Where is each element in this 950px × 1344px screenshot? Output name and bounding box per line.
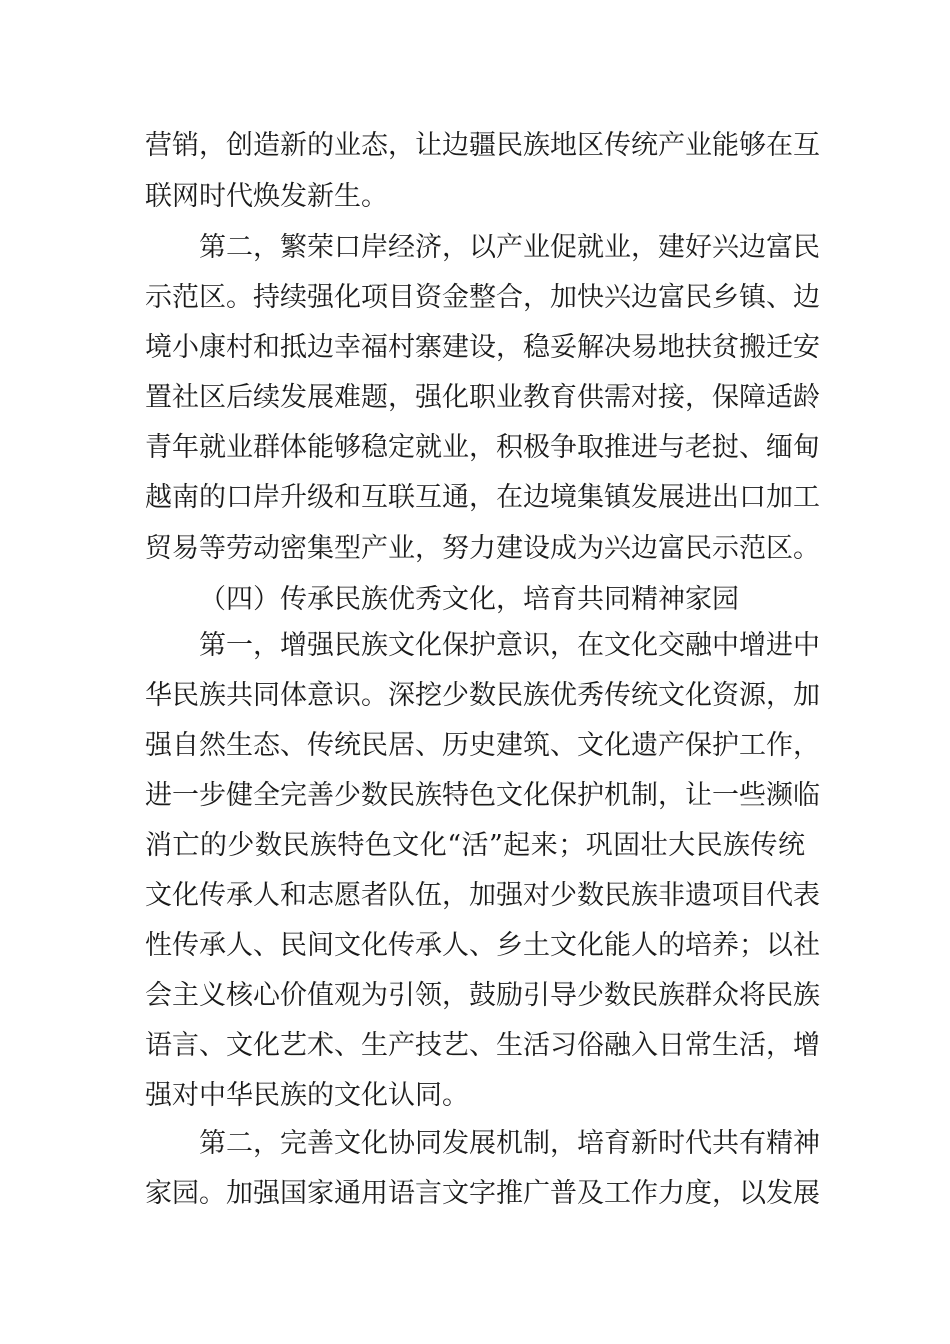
text-line: 会主义核心价值观为引领，鼓励引导少数民族群众将民族	[145, 980, 820, 1011]
text-line: 消亡的少数民族特色文化“活”起来；巩固壮大民族传统	[145, 830, 805, 861]
text-line: 境小康村和抵边幸福村寨建设，稳妥解决易地扶贫搬迁安	[145, 332, 820, 363]
text-line: 进一步健全完善少数民族特色文化保护机制，让一些濒临	[145, 780, 820, 811]
text-line: 强自然生态、传统民居、历史建筑、文化遗产保护工作，	[145, 730, 820, 761]
text-line: 强对中华民族的文化认同。	[145, 1080, 469, 1111]
text-line: 第二，繁荣口岸经济，以产业促就业，建好兴边富民	[199, 232, 820, 263]
text-line: 语言、文化艺术、生产技艺、生活习俗融入日常生活，增	[145, 1030, 820, 1061]
text-line: 第二，完善文化协同发展机制，培育新时代共有精神	[199, 1128, 820, 1159]
text-line: 联网时代焕发新生。	[145, 181, 388, 212]
text-line: 文化传承人和志愿者队伍，加强对少数民族非遗项目代表	[145, 880, 820, 911]
section-heading: （四）传承民族优秀文化，培育共同精神家园	[199, 584, 739, 615]
text-line: 青年就业群体能够稳定就业，积极争取推进与老挝、缅甸	[145, 432, 820, 463]
text-line: 置社区后续发展难题，强化职业教育供需对接，保障适龄	[145, 382, 820, 413]
text-line: 性传承人、民间文化传承人、乡土文化能人的培养；以社	[145, 930, 820, 961]
text-line: 示范区。持续强化项目资金整合，加快兴边富民乡镇、边	[145, 282, 820, 313]
text-line: 家园。加强国家通用语言文字推广普及工作力度，以发展	[145, 1178, 820, 1209]
text-line: 第一，增强民族文化保护意识，在文化交融中增进中	[199, 630, 820, 661]
text-line: 越南的口岸升级和互联互通，在边境集镇发展进出口加工	[145, 482, 820, 513]
text-line: 营销，创造新的业态，让边疆民族地区传统产业能够在互	[145, 130, 820, 161]
text-line: 华民族共同体意识。深挖少数民族优秀传统文化资源，加	[145, 680, 820, 711]
text-line: 贸易等劳动密集型产业，努力建设成为兴边富民示范区。	[145, 533, 820, 564]
